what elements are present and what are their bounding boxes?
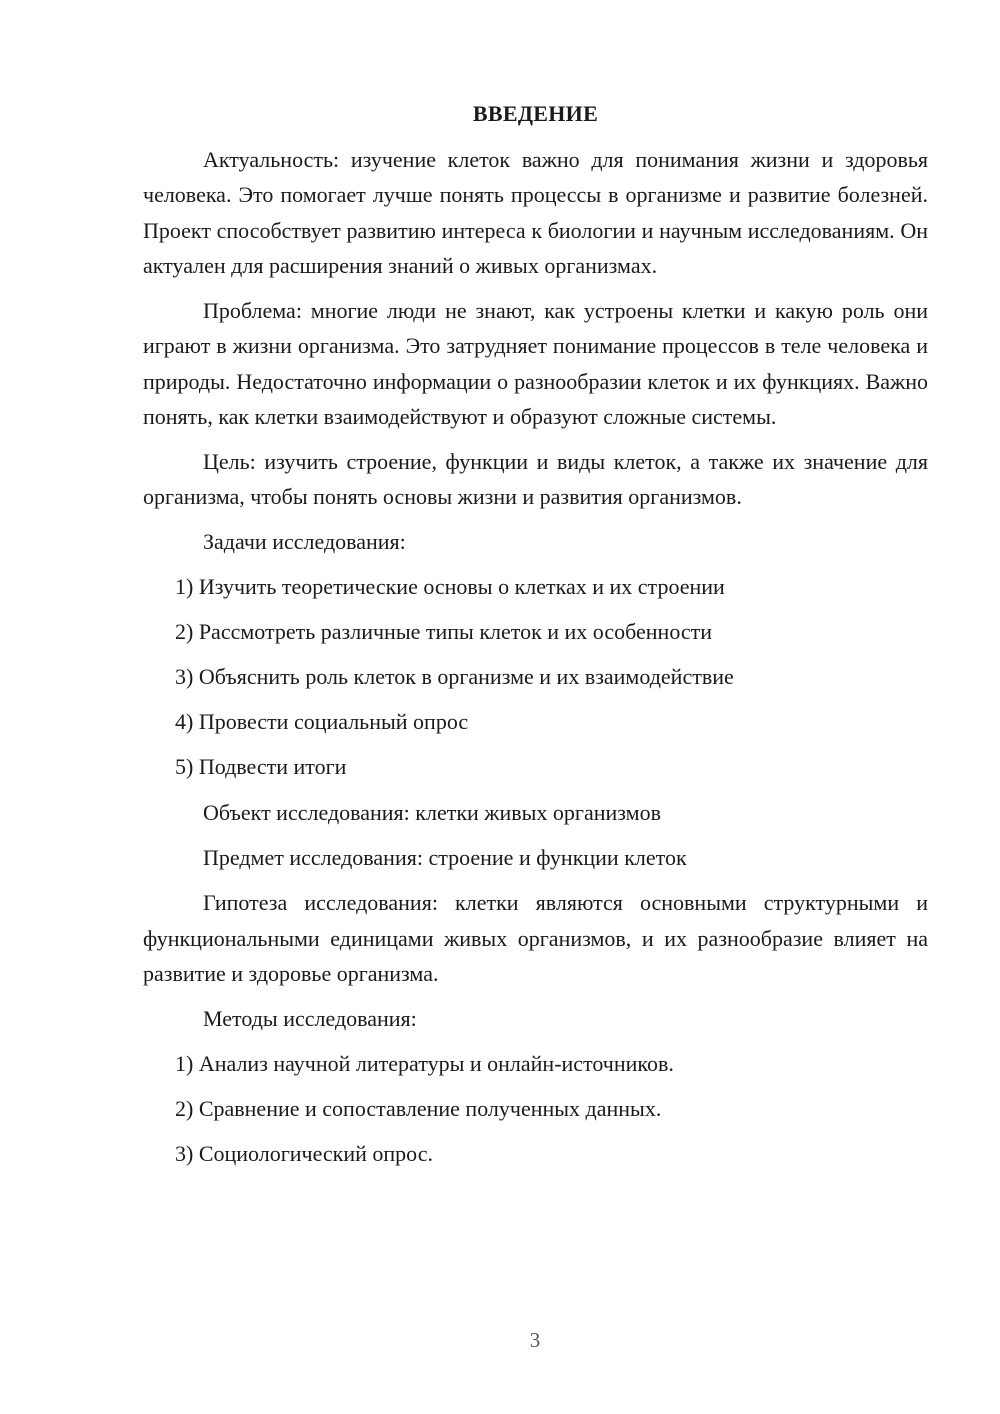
list-item: 4) Провести социальный опрос (175, 709, 469, 735)
relevance-paragraph: Актуальность: изучение клеток важно для понимания жизни и здоровья человека. Это помогает лучше понять процессы в организме и развитие болезней. Проект способствует развитию интереса к биологии и научным исследованиям. Он актуален для расширения знаний о живых организмах. (143, 146, 928, 278)
goal-paragraph: Цель: изучить строение, функции и виды клеток, а также их значение для организма, чтобы понять основы жизни и развития организмов. (143, 448, 928, 509)
list-item: 3) Объяснить роль клеток в организме и их взаимодействие (175, 664, 734, 690)
page-number: 3 (529, 1328, 541, 1352)
tasks-list (143, 569, 928, 785)
list-item: 1) Анализ научной литературы и онлайн-источников. (175, 1050, 674, 1076)
page-title: ВВЕДЕНИЕ (472, 101, 599, 126)
methods-heading: Методы исследования: (203, 1005, 417, 1031)
problem-paragraph: Проблема: многие люди не знают, как устроены клетки и какую роль они играют в жизни организма. Это затрудняет понимание процессов в теле человека и природы. Недостаточно информации о разнообразии клеток и их функциях. Важно понять, как клетки взаимодействуют и образуют сложные системы. (143, 297, 928, 429)
list-item: 2) Сравнение и сопоставление полученных данных. (175, 1095, 662, 1121)
document-page (143, 96, 928, 1181)
research-object: Объект исследования: клетки живых организмов (203, 799, 661, 825)
list-item: 2) Рассмотреть различные типы клеток и их особенности (175, 618, 713, 644)
tasks-heading: Задачи исследования: (203, 528, 406, 554)
list-item: 5) Подвести итоги (175, 754, 347, 780)
methods-list (143, 1046, 928, 1172)
list-item: 3) Социологический опрос. (175, 1141, 433, 1167)
list-item: 1) Изучить теоретические основы о клетках и их строении (175, 573, 725, 599)
hypothesis-paragraph: Гипотеза исследования: клетки являются основными структурными и функциональными единицами живых организмов, и их разнообразие влияет на развитие и здоровье организма. (143, 890, 928, 986)
research-subject: Предмет исследования: строение и функции клеток (203, 844, 687, 870)
